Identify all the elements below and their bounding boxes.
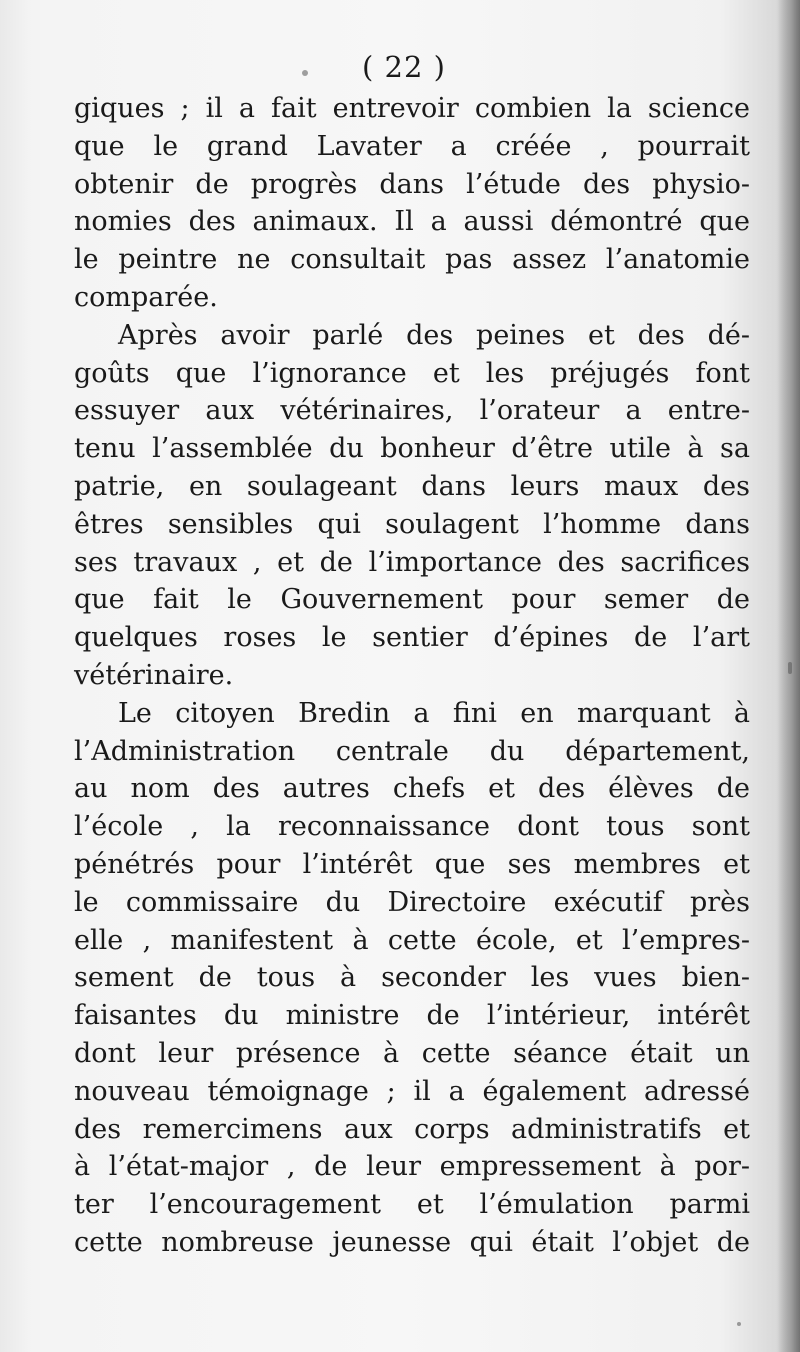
text-line: que le grand Lavater a créée , pourrait xyxy=(74,130,750,162)
text-line: des remercimens aux corps administratifs et xyxy=(74,1113,750,1145)
text-line: giques ; il a fait entrevoir combien la science xyxy=(74,93,750,124)
ink-speck xyxy=(302,70,308,76)
text-line: patrie, en soulageant dans leurs maux des xyxy=(74,470,750,502)
text-line: elle , manifestent à cette école, et l’empres- xyxy=(74,924,750,956)
text-line: goûts que l’ignorance et les préjugés font xyxy=(74,357,750,389)
text-line: Après avoir parlé des peines et des dé- xyxy=(118,319,750,351)
text-line: le peintre ne consultait pas assez l’anatomie xyxy=(74,244,750,276)
page-gutter-shadow xyxy=(778,0,800,1352)
text-line: au nom des autres chefs et des élèves de xyxy=(74,773,750,805)
text-line: que fait le Gouvernement pour semer de xyxy=(74,584,750,616)
text-line: ter l’encouragement et l’émulation parmi xyxy=(74,1189,750,1221)
text-line: sement de tous à seconder les vues bien- xyxy=(74,962,750,994)
text-line: l’école , la reconnaissance dont tous sont xyxy=(74,811,750,843)
text-line: êtres sensibles qui soulagent l’homme dans xyxy=(74,508,750,540)
text-line: faisantes du ministre de l’intérieur, intérêt xyxy=(74,1000,750,1032)
text-line: dont leur présence à cette séance était un xyxy=(74,1037,750,1069)
ink-speck xyxy=(737,1322,741,1326)
text-line: essuyer aux vétérinaires, l’orateur a entre- xyxy=(74,395,750,427)
text-line: ses travaux , et de l’importance des sacrifices xyxy=(74,546,750,578)
text-line: comparée. xyxy=(74,281,218,313)
text-line: vétérinaire. xyxy=(74,659,234,691)
ink-speck xyxy=(788,662,792,674)
body-text xyxy=(74,90,750,1262)
text-line: le commissaire du Directoire exécutif près xyxy=(74,886,750,918)
text-line: tenu l’assemblée du bonheur d’être utile à sa xyxy=(74,433,750,465)
text-line: nouveau témoignage ; il a également adressé xyxy=(74,1075,750,1107)
page-number: ( 22 ) xyxy=(362,50,446,84)
text-line: pénétrés pour l’intérêt que ses membres et xyxy=(74,848,750,880)
text-line: Le citoyen Bredin a fini en marquant à xyxy=(118,697,750,729)
text-line: quelques roses le sentier d’épines de l’art xyxy=(74,622,750,654)
text-line: l’Administration centrale du département, xyxy=(74,735,750,767)
text-line: nomies des animaux. Il a aussi démontré que xyxy=(74,206,750,238)
text-line: à l’état-major , de leur empressement à por- xyxy=(74,1151,750,1183)
text-line: obtenir de progrès dans l’étude des physio- xyxy=(74,168,750,200)
text-line: cette nombreuse jeunesse qui était l’objet de xyxy=(74,1226,750,1258)
